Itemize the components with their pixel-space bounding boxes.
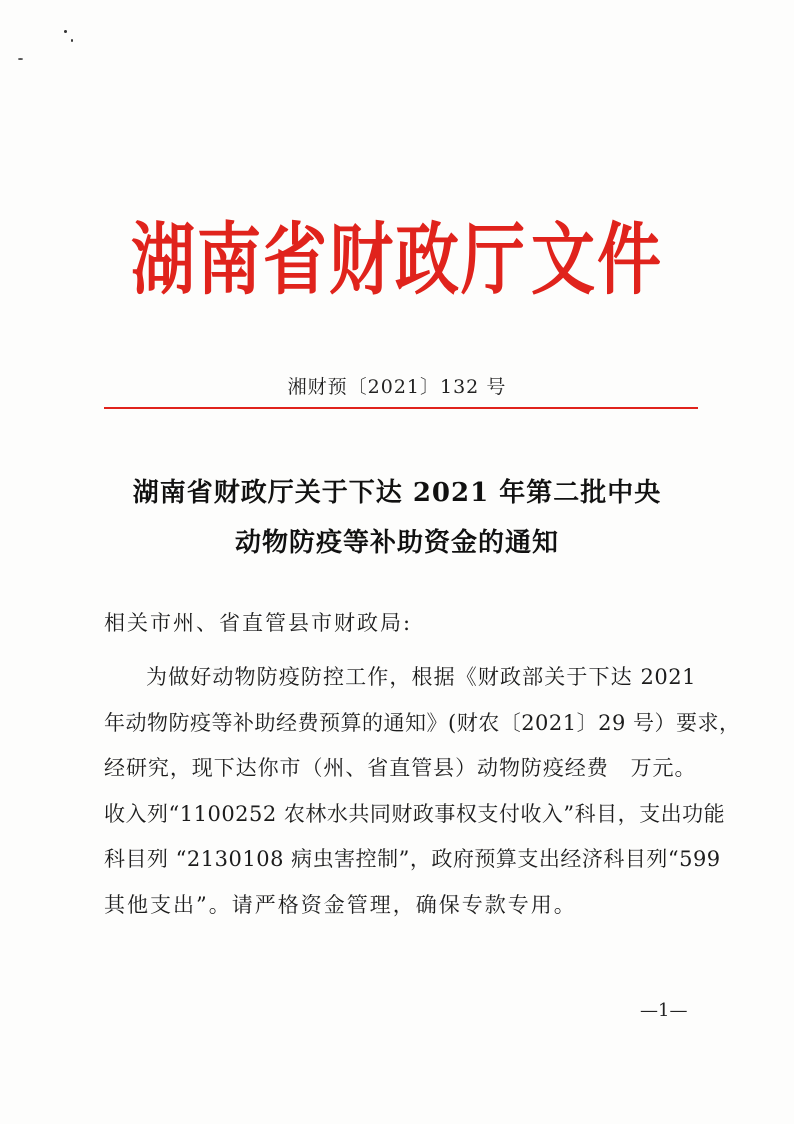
document-number: 湘财预〔2021〕132 号 (287, 376, 507, 398)
body-line: 收入列“1100252 农林水共同财政事权支付收入”科目，支出功能 (104, 801, 726, 826)
body-line: 科目列 “2130108 病虫害控制”，政府预算支出经济科目列“599 (104, 847, 721, 871)
document-title (0, 468, 794, 568)
body-line: 经研究，现下达你市（州、省直管县）动物防疫经费 万元。 (104, 756, 696, 780)
scan-speck (64, 30, 67, 33)
salutation: 相关市州、省直管县市财政局: (104, 611, 413, 635)
scan-speck (71, 39, 73, 42)
body-line: 年动物防疫等补助经费预算的通知》(财农〔2021〕29 号）要求， (104, 710, 741, 735)
red-masthead (0, 214, 794, 307)
masthead-doc-word: 文件 (531, 214, 663, 307)
title-line-1: 湖南省财政厅关于下达 2021 年第二批中央 (132, 478, 662, 508)
scan-speck (18, 58, 23, 60)
masthead-org: 湖南省财政厅 (131, 215, 527, 307)
red-divider-line (104, 407, 698, 409)
title-line-2: 动物防疫等补助资金的通知 (234, 528, 559, 558)
body-line: 为做好动物防疫防控工作，根据《财政部关于下达 2021 (146, 665, 696, 689)
body-paragraph (104, 655, 741, 928)
page-number: —1— (640, 1000, 688, 1021)
body-line: 其他支出”。请严格资金管理，确保专款专用。 (104, 892, 577, 917)
